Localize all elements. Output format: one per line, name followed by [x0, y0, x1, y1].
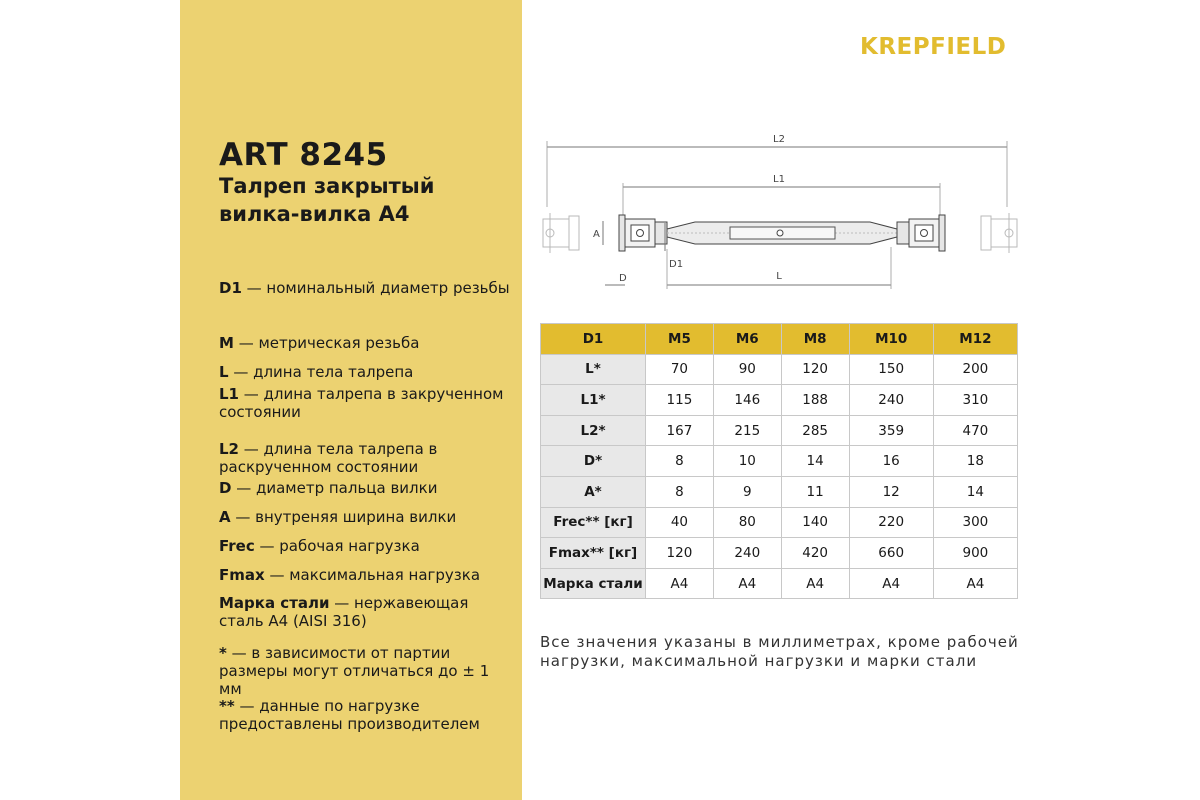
table-cell: 14: [781, 446, 849, 477]
table-cell: 660: [849, 538, 933, 569]
table-cell: 470: [933, 415, 1017, 446]
table-row: [541, 507, 1018, 538]
table-cell: А4: [713, 568, 781, 599]
brand-logo: KREPFIELD: [860, 34, 1007, 60]
label-l: L: [776, 271, 782, 282]
table-cell: 70: [646, 354, 714, 385]
definition-text: — номинальный диаметр резьбы: [241, 279, 510, 297]
definition-item: [219, 537, 514, 555]
definition-text: — максимальная нагрузка: [264, 566, 481, 584]
definition-item: [219, 385, 514, 421]
definition-text: — внутреняя ширина вилки: [230, 508, 457, 526]
table-cell: А4: [849, 568, 933, 599]
definition-term: L: [219, 363, 229, 381]
table-cell: 900: [933, 538, 1017, 569]
table-cell: 90: [713, 354, 781, 385]
table-header-size: M8: [781, 324, 849, 355]
definition-item: [219, 279, 514, 297]
definition-item: [219, 440, 514, 476]
table-cell: 167: [646, 415, 714, 446]
table-row-label: A*: [541, 476, 646, 507]
table-cell: 240: [849, 385, 933, 416]
table-header-size: M12: [933, 324, 1017, 355]
table-cell: 215: [713, 415, 781, 446]
table-row: [541, 476, 1018, 507]
table-row-label: L1*: [541, 385, 646, 416]
table-header-d1: D1: [541, 324, 646, 355]
table-cell: 146: [713, 385, 781, 416]
table-header-size: M5: [646, 324, 714, 355]
definition-term: Fmax: [219, 566, 265, 584]
definition-term: L2: [219, 440, 239, 458]
definition-item: [219, 479, 514, 497]
fork-right: [897, 215, 945, 251]
definition-item: [219, 594, 514, 630]
definition-term: **: [219, 697, 235, 715]
table-cell: А4: [933, 568, 1017, 599]
definition-term: *: [219, 644, 227, 662]
table-row: [541, 538, 1018, 569]
table-row-label: D*: [541, 446, 646, 477]
table-cell: 310: [933, 385, 1017, 416]
table-cell: 150: [849, 354, 933, 385]
table-row-label: Fmax** [кг]: [541, 538, 646, 569]
label-a: A: [593, 229, 600, 240]
table-cell: 18: [933, 446, 1017, 477]
definition-item: [219, 508, 514, 526]
table-row: [541, 568, 1018, 599]
table-cell: 9: [713, 476, 781, 507]
table-row-label: L*: [541, 354, 646, 385]
table-cell: 120: [646, 538, 714, 569]
table-cell: 200: [933, 354, 1017, 385]
definition-term: A: [219, 508, 231, 526]
label-d1: D1: [669, 259, 684, 270]
table-header-row: [541, 324, 1018, 355]
table-cell: 14: [933, 476, 1017, 507]
table-cell: 359: [849, 415, 933, 446]
definition-term: L1: [219, 385, 239, 403]
article-number: ART 8245: [219, 137, 388, 173]
table-row: [541, 446, 1018, 477]
table-cell: 8: [646, 446, 714, 477]
table-cell: 11: [781, 476, 849, 507]
table-header-size: M6: [713, 324, 781, 355]
table-cell: 140: [781, 507, 849, 538]
units-note: Все значения указаны в миллиметрах, кроме рабочей нагрузки, максимальной нагрузки и марки стали: [540, 633, 1019, 670]
definition-term: M: [219, 334, 234, 352]
turnbuckle-diagram: [535, 125, 1025, 295]
definition-text: — рабочая нагрузка: [254, 537, 420, 555]
definition-text: — длина тела талрепа: [228, 363, 414, 381]
spec-table: [540, 323, 1018, 599]
table-row-label: Frec** [кг]: [541, 507, 646, 538]
definition-item: [219, 334, 514, 352]
table-cell: 115: [646, 385, 714, 416]
table-row: [541, 415, 1018, 446]
label-d: D: [619, 273, 627, 284]
table-row: [541, 385, 1018, 416]
definition-term: D: [219, 479, 232, 497]
table-cell: 285: [781, 415, 849, 446]
table-cell: 300: [933, 507, 1017, 538]
table-cell: 240: [713, 538, 781, 569]
definition-item: [219, 566, 514, 584]
table-cell: 12: [849, 476, 933, 507]
definition-text: — диаметр пальца вилки: [231, 479, 438, 497]
definition-text: — в зависимости от партии размеры могут отличаться до ± 1 мм: [219, 644, 490, 698]
definition-text: — нержавеющая сталь А4 (AISI 316): [219, 594, 469, 630]
table-cell: А4: [646, 568, 714, 599]
table-cell: 16: [849, 446, 933, 477]
turnbuckle-body: [667, 222, 897, 244]
table-row-label: Марка стали: [541, 568, 646, 599]
definition-text: — метрическая резьба: [233, 334, 420, 352]
definition-term: D1: [219, 279, 242, 297]
table-header-size: M10: [849, 324, 933, 355]
label-l1: L1: [773, 174, 785, 185]
product-title: [219, 172, 519, 228]
definition-term: Frec: [219, 537, 255, 555]
fork-left: [619, 215, 667, 251]
definition-item: [219, 644, 514, 698]
table-cell: А4: [781, 568, 849, 599]
label-l2: L2: [773, 134, 785, 145]
product-title-line2: вилка-вилка А4: [219, 202, 410, 226]
table-cell: 220: [849, 507, 933, 538]
table-cell: 120: [781, 354, 849, 385]
table-row-label: L2*: [541, 415, 646, 446]
product-title-line1: Талреп закрытый: [219, 174, 435, 198]
table-cell: 80: [713, 507, 781, 538]
definition-text: — данные по нагрузке предоставлены производителем: [219, 697, 480, 733]
definition-term: Марка стали: [219, 594, 330, 612]
definition-text: — длина талрепа в закрученном состоянии: [219, 385, 504, 421]
fork-right-extended: [981, 213, 1017, 253]
definition-item: [219, 363, 514, 381]
table-cell: 8: [646, 476, 714, 507]
table-cell: 420: [781, 538, 849, 569]
table-cell: 40: [646, 507, 714, 538]
table-row: [541, 354, 1018, 385]
definition-text: — длина тела талрепа в раскрученном состоянии: [219, 440, 438, 476]
definition-item: [219, 697, 514, 733]
table-cell: 10: [713, 446, 781, 477]
fork-left-extended: [543, 213, 579, 253]
table-cell: 188: [781, 385, 849, 416]
